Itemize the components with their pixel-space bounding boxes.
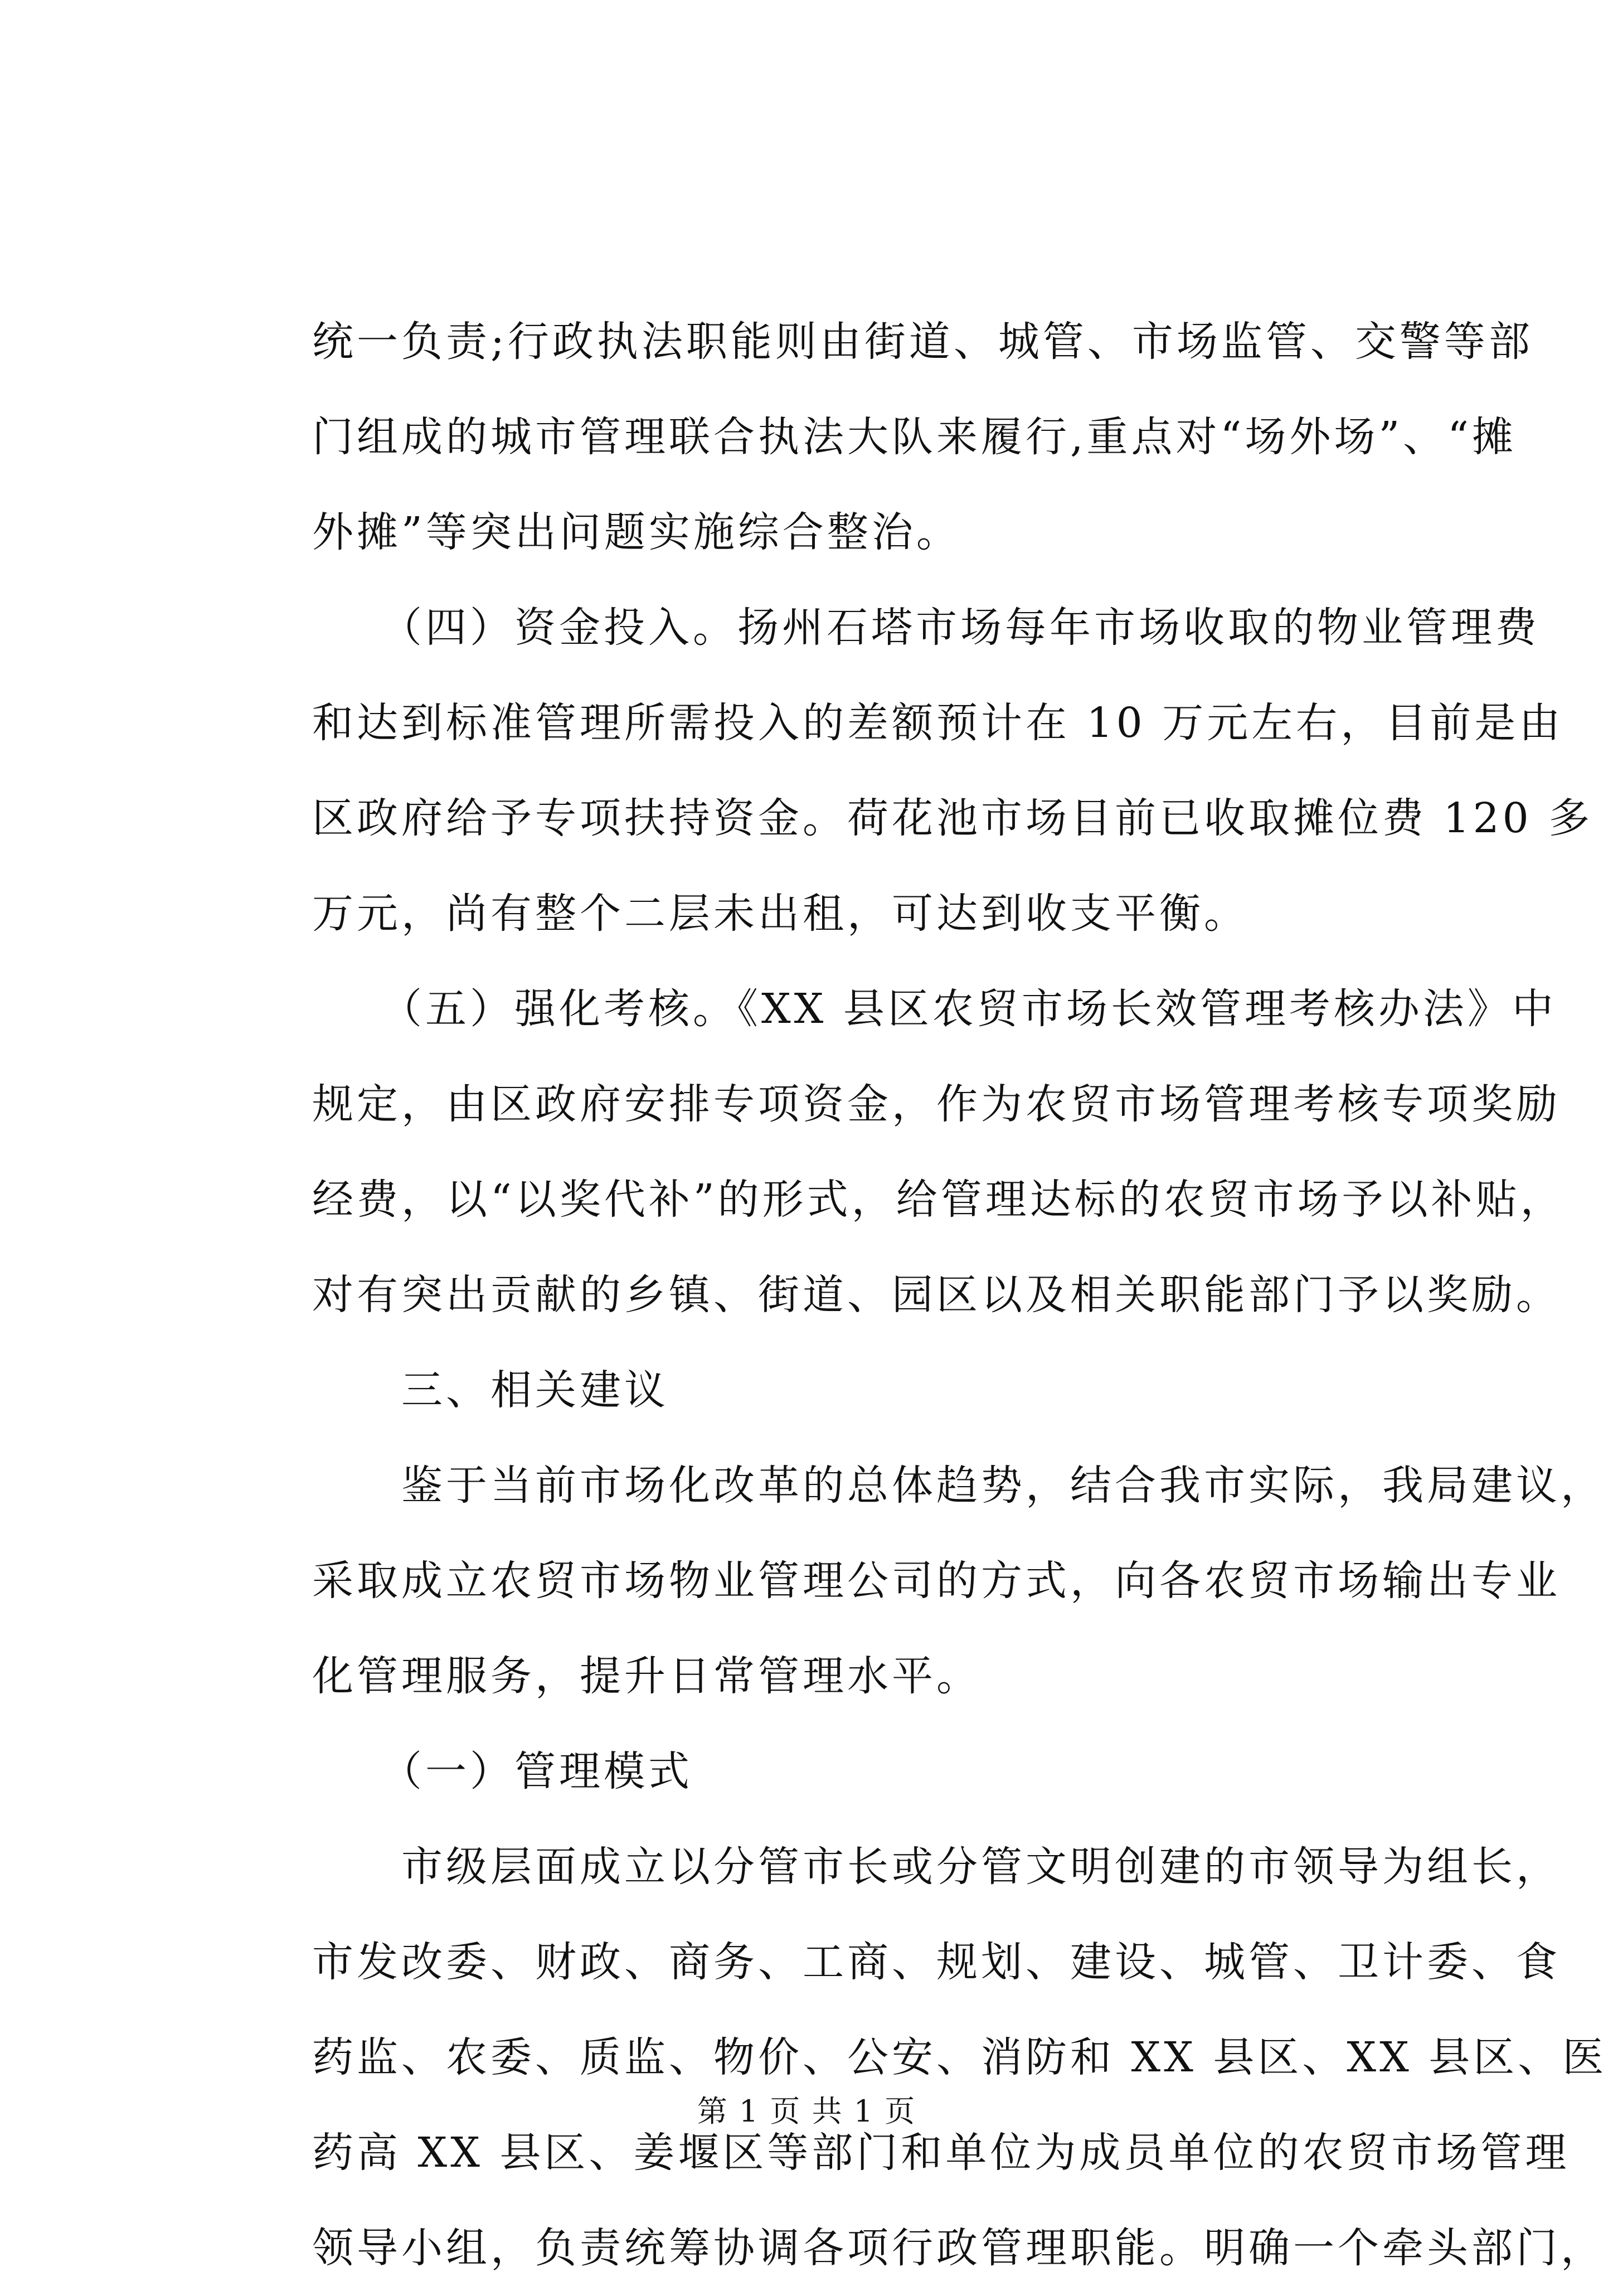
text-line: 药监、农委、质监、物价、公安、消防和 XX 县区、XX 县区、医	[312, 2033, 1607, 2081]
text-line: 门组成的城市管理联合执法大队来履行,重点对“场外场”、“摊	[312, 413, 1517, 461]
text-line: 药高 XX 县区、姜堰区等部门和单位为成员单位的农贸市场管理	[312, 2129, 1570, 2177]
text-line: 外摊”等突出问题实施综合整治。	[312, 508, 961, 556]
text-line: 采取成立农贸市场物业管理公司的方式，向各农贸市场输出专业	[312, 1557, 1561, 1605]
subsection-heading: （一）管理模式	[312, 1748, 693, 1795]
text-line: 万元，尚有整个二层未出租，可达到收支平衡。	[312, 890, 1248, 938]
text-line: 对有突出贡献的乡镇、街道、园区以及相关职能部门予以奖励。	[312, 1271, 1561, 1319]
text-line: 化管理服务，提升日常管理水平。	[312, 1652, 981, 1700]
text-line: 市级层面成立以分管市长或分管文明创建的市领导为组长，	[312, 1843, 1561, 1891]
text-line: 和达到标准管理所需投入的差额预计在 10 万元左右，目前是由	[312, 699, 1564, 747]
text-line: 统一负责;行政执法职能则由街道、城管、市场监管、交警等部	[312, 318, 1533, 366]
section-heading: 三、相关建议	[312, 1366, 669, 1414]
text-line: 领导小组，负责统筹协调各项行政管理职能。明确一个牵头部门，	[312, 2224, 1605, 2272]
text-line: 区政府给予专项扶持资金。荷花池市场目前已收取摊位费 120 多	[312, 794, 1593, 842]
text-line: 市发改委、财政、商务、工商、规划、建设、城管、卫计委、食	[312, 1938, 1561, 1986]
text-line: （四）资金投入。扬州石塔市场每年市场收取的物业管理费	[312, 604, 1540, 652]
text-line: 经费，以“以奖代补”的形式，给管理达标的农贸市场予以补贴，	[312, 1176, 1565, 1224]
text-line: （五）强化考核。《XX 县区农贸市场长效管理考核办法》中	[312, 985, 1557, 1033]
page-footer: 第 1 页 共 1 页	[697, 2094, 916, 2129]
text-line: 规定，由区政府安排专项资金，作为农贸市场管理考核专项奖励	[312, 1080, 1561, 1128]
document-body	[312, 294, 1607, 2296]
text-line: 鉴于当前市场化改革的总体趋势，结合我市实际，我局建议，	[312, 1462, 1605, 1509]
